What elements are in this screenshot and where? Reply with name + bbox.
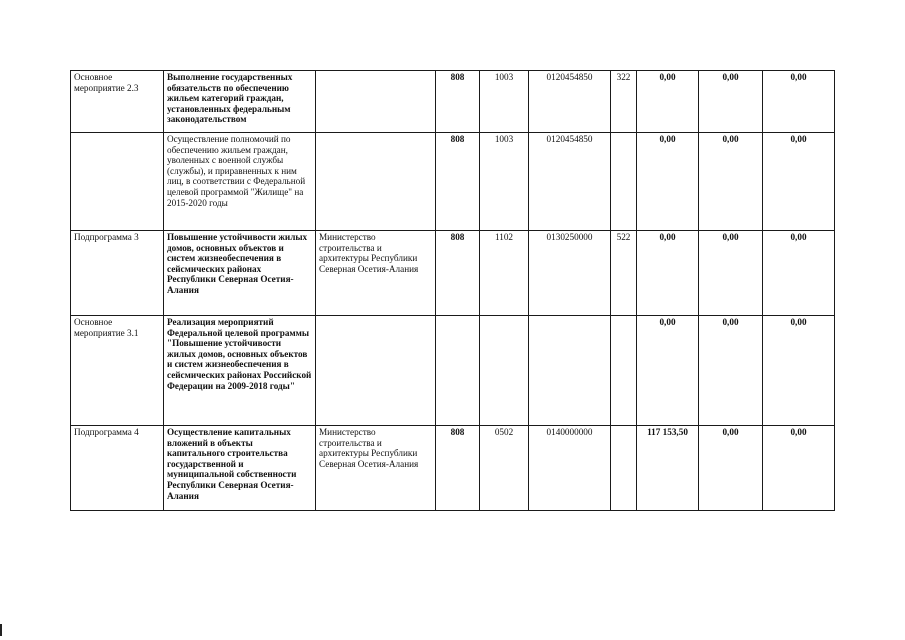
rzpr-cell: 1003 <box>480 71 529 133</box>
executor-cell: Министерство строительства и архитектуры Республики Северная Осетия-Алания <box>316 426 436 511</box>
status-cell: Основное мероприятие 2.3 <box>71 71 164 133</box>
year3-cell: 0,00 <box>763 71 835 133</box>
budget-table <box>70 70 835 511</box>
rzpr-cell: 0502 <box>480 426 529 511</box>
year1-cell: 0,00 <box>637 316 699 426</box>
status-cell: Основное мероприятие 3.1 <box>71 316 164 426</box>
name-cell: Осуществление полномочий по обеспечению жильем граждан, уволенных с военной службы (службы), и приравненных к ним лиц, в соответствии с Федеральной целевой программой "Жилище" на 2015-2020 годы <box>164 133 316 231</box>
csr-cell: 0120454850 <box>529 133 611 231</box>
year1-cell: 0,00 <box>637 133 699 231</box>
year2-cell: 0,00 <box>699 71 763 133</box>
year3-cell: 0,00 <box>763 231 835 316</box>
year3-cell: 0,00 <box>763 133 835 231</box>
status-cell: Подпрограмма 3 <box>71 231 164 316</box>
executor-cell <box>316 133 436 231</box>
executor-cell <box>316 71 436 133</box>
grbs-cell: 808 <box>436 426 480 511</box>
grbs-cell: 808 <box>436 71 480 133</box>
vr-cell <box>611 426 637 511</box>
year2-cell: 0,00 <box>699 231 763 316</box>
name-cell: Осуществление капитальных вложений в объекты капитального строительства государственной и муниципальной собственности Республики Северная Осетия-Алания <box>164 426 316 511</box>
table-row <box>71 426 835 511</box>
executor-cell <box>316 316 436 426</box>
csr-cell: 0120454850 <box>529 71 611 133</box>
csr-cell: 0130250000 <box>529 231 611 316</box>
rzpr-cell <box>480 316 529 426</box>
table-row <box>71 133 835 231</box>
table-row <box>71 71 835 133</box>
rzpr-cell: 1003 <box>480 133 529 231</box>
vr-cell <box>611 133 637 231</box>
year2-cell: 0,00 <box>699 133 763 231</box>
executor-cell: Министерство строительства и архитектуры Республики Северная Осетия-Алания <box>316 231 436 316</box>
grbs-cell: 808 <box>436 231 480 316</box>
scan-edge-mark <box>0 624 2 636</box>
rzpr-cell: 1102 <box>480 231 529 316</box>
csr-cell <box>529 316 611 426</box>
grbs-cell: 808 <box>436 133 480 231</box>
vr-cell: 522 <box>611 231 637 316</box>
table-row <box>71 231 835 316</box>
vr-cell <box>611 316 637 426</box>
name-cell: Реализация мероприятий Федеральной целевой программы "Повышение устойчивости жилых домов, основных объектов и систем жизнеобеспечения в сейсмических районах Российской Федерации на 2009-2018 годы" <box>164 316 316 426</box>
year3-cell: 0,00 <box>763 316 835 426</box>
vr-cell: 322 <box>611 71 637 133</box>
year3-cell: 0,00 <box>763 426 835 511</box>
year2-cell: 0,00 <box>699 316 763 426</box>
status-cell <box>71 133 164 231</box>
year1-cell: 0,00 <box>637 231 699 316</box>
csr-cell: 0140000000 <box>529 426 611 511</box>
grbs-cell <box>436 316 480 426</box>
name-cell: Выполнение государственных обязательств по обеспечению жильем категорий граждан, установленных федеральным законодательством <box>164 71 316 133</box>
year1-cell: 117 153,50 <box>637 426 699 511</box>
status-cell: Подпрограмма 4 <box>71 426 164 511</box>
year2-cell: 0,00 <box>699 426 763 511</box>
name-cell: Повышение устойчивости жилых домов, основных объектов и систем жизнеобеспечения в сейсмических районах Республики Северная Осетия-Алания <box>164 231 316 316</box>
year1-cell: 0,00 <box>637 71 699 133</box>
table-row <box>71 316 835 426</box>
